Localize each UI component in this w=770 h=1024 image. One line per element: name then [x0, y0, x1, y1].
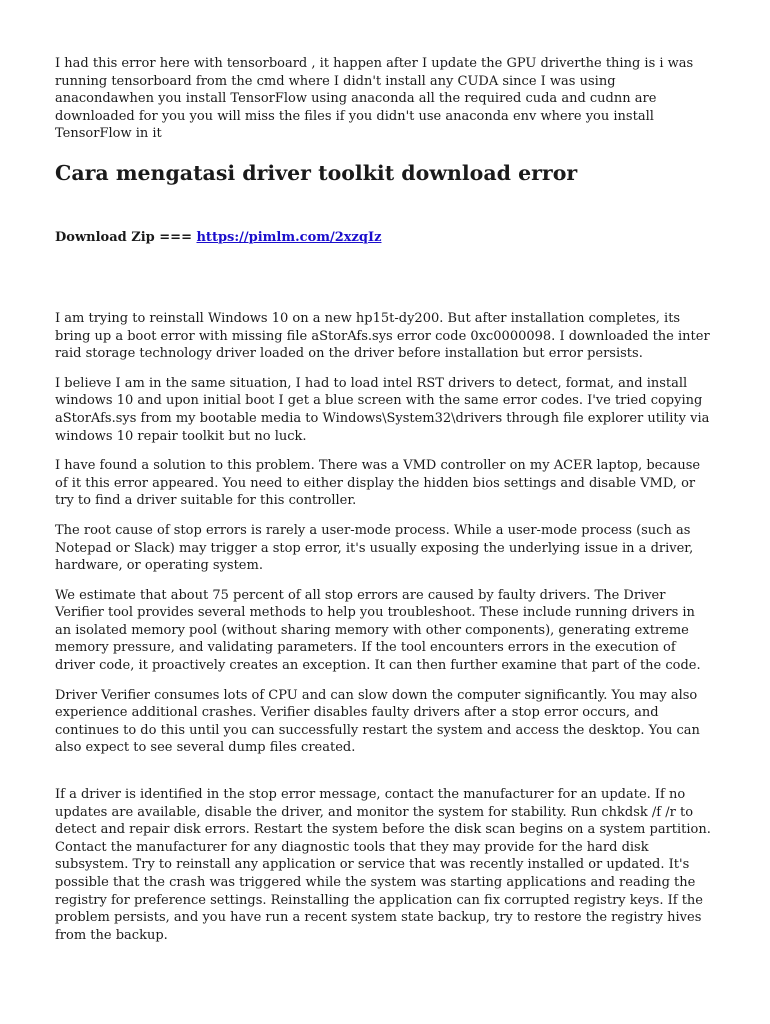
body-paragraph-3: I have found a solution to this problem. There was a VMD controller on my ACER laptop, because of it this error appeared. You need to either display the hidden bios settings and disable VMD, or try to find a driver suitable for this controller.: [55, 458, 701, 509]
body-paragraph-1: I am trying to reinstall Windows 10 on a new hp15t-dy200. But after installation completes, its bring up a boot error with missing file aStorAfs.sys error code 0xc0000098. I downloaded the inter raid storage technology driver loaded on the driver before installation but error persists.: [55, 310, 710, 362]
body-paragraph-2: I believe I am in the same situation, I had to load intel RST drivers to detect, format, and install windows 10 and upon initial boot I get a blue screen with the same error codes. I've tried copying aStorAfs.sys from my bootable media to Windows\System32\drivers through file explorer utility via windows 10 repair toolkit but no luck.: [55, 375, 710, 444]
document-page: [55, 55, 715, 944]
intro-paragraph: I had this error here with tensorboard , it happen after I update the GPU driverthe thing is i was running tensorboard from the cmd where I didn't install any CUDA since I was using anacondawhen you install TensorFlow using anaconda all the required cuda and cudnn are downloaded for you you will miss the files if you didn't use anaconda env where you install TensorFlow in it: [55, 56, 694, 142]
download-line: [55, 229, 715, 247]
body-paragraph-6: Driver Verifier consumes lots of CPU and can slow down the computer significantly. You may also experience additional crashes. Verifier disables faulty drivers after a stop error occurs, and continues to do this until you can successfully restart the system and access the desktop. You can also expect to see several dump files created.: [55, 687, 700, 756]
body-paragraph-7: If a driver is identified in the stop error message, contact the manufacturer for an update. If no updates are available, disable the driver, and monitor the system for stability. Run chkdsk /f /r to detect and repair disk errors. Restart the system before the disk scan begins on a system partition. Contact the manufacturer for any diagnostic tools that they may provide for the hard disk subsystem. Try to reinstall any application or service that was recently installed or updated. It's possible that the crash was triggered while the system was starting applications and reading the registry for preference settings. Reinstalling the application can fix corrupted registry keys. If the problem persists, and you have run a recent system state backup, try to restore the registry hives from the backup.: [55, 787, 711, 943]
body-paragraph-4: The root cause of stop errors is rarely a user-mode process. While a user-mode process (such as Notepad or Slack) may trigger a stop error, it's usually exposing the underlying issue in a driver, hardware, or operating system.: [55, 522, 694, 574]
body-paragraph-5: We estimate that about 75 percent of all stop errors are caused by faulty drivers. The Driver Verifier tool provides several methods to help you troubleshoot. These include running drivers in an isolated memory pool (without sharing memory with other components), generating extreme memory pressure, and validating parameters. If the tool encounters errors in the execution of driver code, it proactively creates an exception. It can then further examine that part of the code.: [55, 587, 701, 674]
download-link[interactable]: https://pimlm.com/2xzqIz: [196, 229, 382, 245]
page-title: Cara mengatasi driver toolkit download error: [55, 160, 578, 185]
download-label: Download Zip ===: [55, 229, 197, 245]
